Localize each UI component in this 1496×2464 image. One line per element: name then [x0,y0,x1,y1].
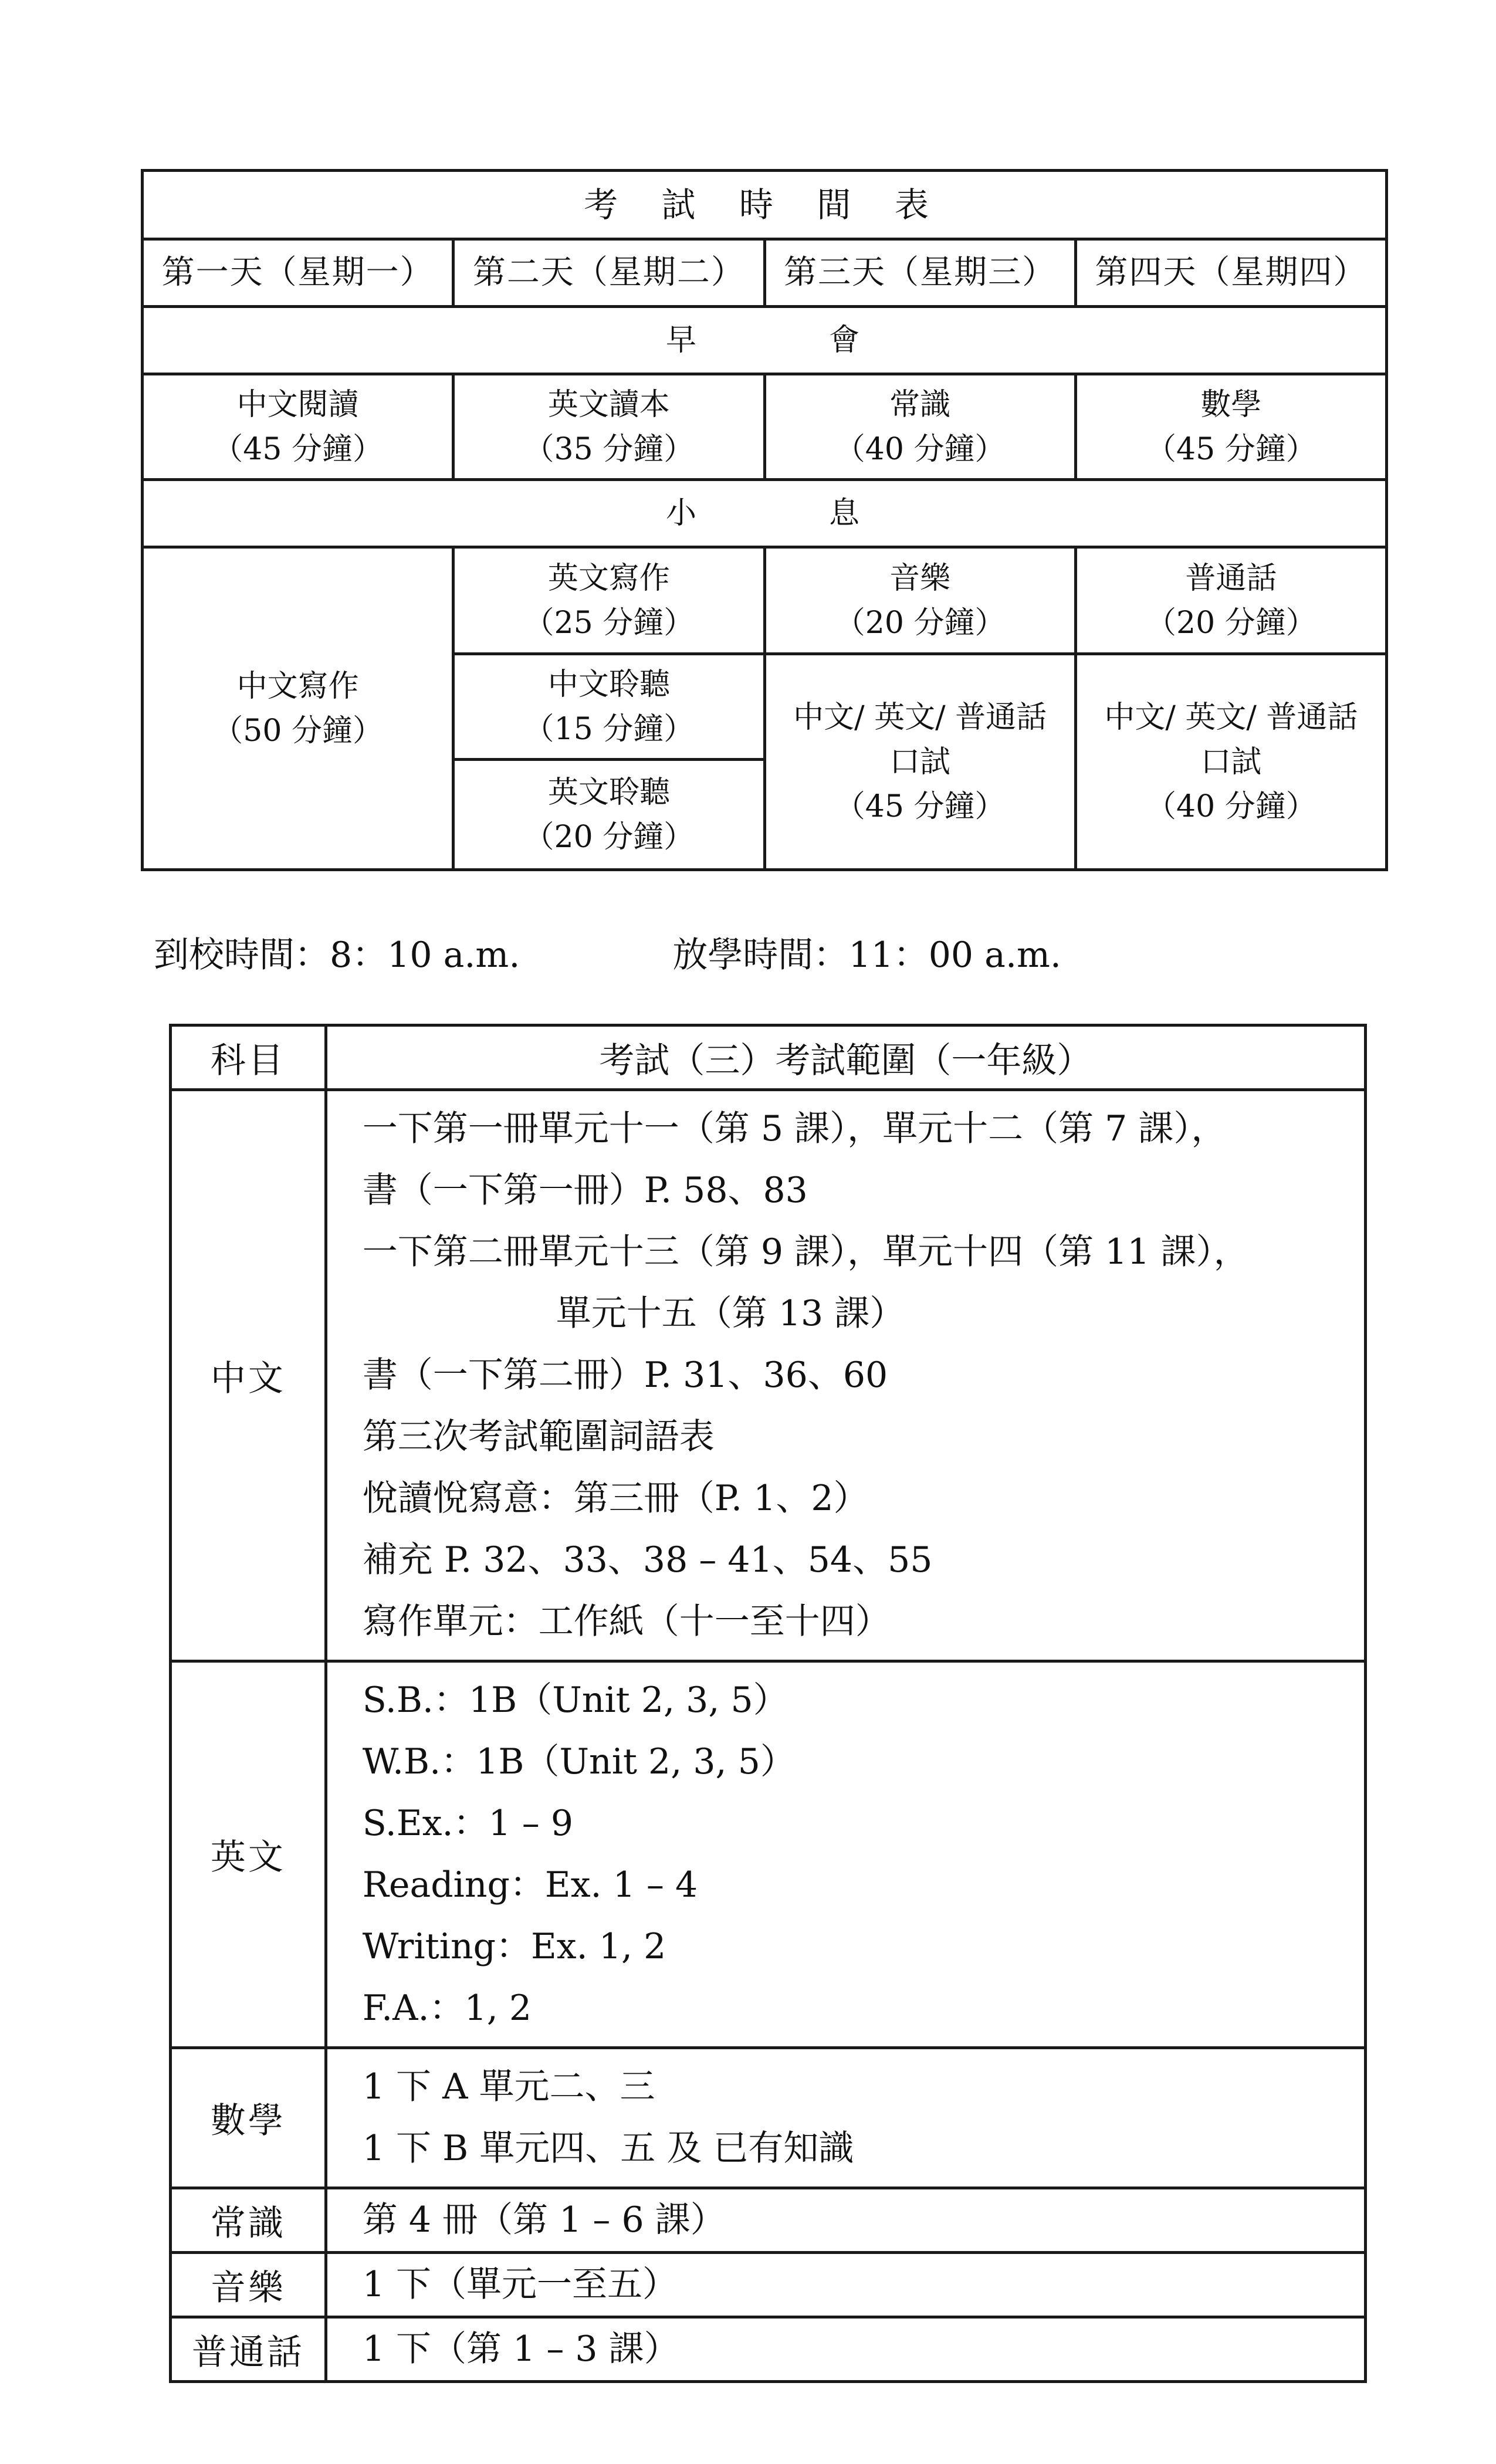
oral-label: 口試 [1200,744,1262,780]
break-label-1: 小 [665,496,700,531]
day-4-oral-exam [1075,654,1386,870]
dismissal-time: 放學時間：11：00 a.m. [672,935,1061,976]
day-2-session-1 [453,374,764,480]
syllabus-subject-music: 音樂 [171,2253,326,2317]
subject-duration: （20 分鐘） [1146,605,1316,641]
syllabus-scope-putonghua [326,2317,1365,2382]
syllabus-subject-math: 數學 [171,2048,326,2188]
syllabus-subject-general-studies: 常識 [171,2188,326,2253]
subject-duration: （20 分鐘） [523,819,695,855]
scope-line: 單元十五（第 13 課） [556,1293,905,1334]
scope-line: S.B.：1B（Unit 2, 3, 5） [362,1680,788,1721]
scope-line: S.Ex.：1 – 9 [362,1803,574,1844]
scope-line: 一下第一冊單元十一（第 5 課），單元十二（第 7 課）， [362,1108,1227,1149]
day-3-oral-exam [764,654,1075,870]
subject-name: 常識 [889,387,951,422]
day-2-header: 第二天（星期二） [453,239,764,307]
syllabus-scope-english [326,1661,1365,2048]
subject-name: 普通話 [1185,560,1277,596]
day-3-session-1 [764,374,1075,480]
subject-duration: （45 分鐘） [834,788,1006,824]
subject-duration: （45 分鐘） [1146,431,1316,467]
scope-line: F.A.：1, 2 [362,1988,532,2029]
subject-name: 英文寫作 [547,560,670,596]
oral-subjects: 中文/ 英文/ 普通話 [793,699,1047,735]
syllabus-header-subject: 科目 [171,1025,326,1090]
syllabus-subject-chinese: 中文 [171,1090,326,1661]
subject-name: 中文閱讀 [236,387,359,422]
day-3-header: 第三天（星期三） [764,239,1075,307]
syllabus-subject-english: 英文 [171,1661,326,2048]
scope-line: Reading：Ex. 1 – 4 [362,1864,698,1905]
oral-label: 口試 [889,744,951,780]
assembly-label-1: 早 [665,323,700,358]
syllabus-scope-music [326,2253,1365,2317]
scope-line: Writing：Ex. 1, 2 [362,1926,666,1967]
syllabus-scope-chinese [326,1090,1365,1661]
assembly-row [143,307,1387,374]
day-1-header: 第一天（星期一） [143,239,453,307]
subject-duration: （45 分鐘） [212,431,383,467]
exam-timetable [141,169,1388,871]
day-3-session-2a [764,547,1075,654]
scope-line: 一下第二冊單元十三（第 9 課），單元十四（第 11 課）， [362,1231,1249,1272]
scope-line: 第三次考試範圍詞語表 [362,1416,715,1457]
subject-duration: （15 分鐘） [523,711,695,747]
scope-line: 補充 P. 32、33、38 – 41、54、55 [362,1539,933,1580]
scope-line: 悅讀悅寫意：第三冊（P. 1、2） [362,1478,869,1519]
scope-line: 1 下（第 1 – 3 課） [362,2328,679,2370]
timetable-title: 考 試 時 間 表 [143,171,1387,239]
break-row [143,480,1387,547]
day-2-session-2a [453,547,764,654]
day-2-session-2c [453,760,764,870]
subject-duration: （25 分鐘） [523,605,695,641]
syllabus-scope-math [326,2048,1365,2188]
scope-line: W.B.：1B（Unit 2, 3, 5） [362,1741,796,1782]
scope-line: 寫作單元：工作紙（十一至十四） [362,1601,891,1642]
school-times [154,927,1061,977]
subject-name: 英文聆聽 [547,774,670,810]
subject-name: 中文寫作 [236,668,359,704]
scope-line: 1 下（單元一至五） [362,2264,678,2305]
syllabus-subject-putonghua: 普通話 [171,2317,326,2382]
exam-syllabus-table [169,1024,1367,2383]
scope-line: 書（一下第一冊）P. 58、83 [362,1170,808,1211]
day-4-session-1 [1075,374,1386,480]
day-1-session-1 [143,374,453,480]
syllabus-header-scope: 考試（三）考試範圍（一年級） [326,1025,1365,1090]
subject-name: 英文讀本 [547,387,670,422]
arrival-time: 到校時間：8：10 a.m. [154,935,520,976]
assembly-label-2: 會 [829,323,864,358]
oral-subjects: 中文/ 英文/ 普通話 [1104,699,1358,735]
subject-duration: （35 分鐘） [523,431,695,467]
scope-line: 1 下 B 單元四、五 及 已有知識 [362,2128,854,2169]
day-4-header: 第四天（星期四） [1075,239,1386,307]
subject-duration: （20 分鐘） [834,605,1006,641]
subject-duration: （40 分鐘） [834,431,1006,467]
subject-duration: （40 分鐘） [1146,788,1316,824]
day-1-session-2 [143,547,453,870]
subject-duration: （50 分鐘） [212,713,383,749]
scope-line: 1 下 A 單元二、三 [362,2066,655,2107]
subject-name: 數學 [1200,387,1262,422]
scope-line: 書（一下第二冊）P. 31、36、60 [362,1355,888,1396]
subject-name: 音樂 [889,560,951,596]
subject-name: 中文聆聽 [547,666,670,702]
day-2-session-2b [453,654,764,760]
scope-line: 第 4 冊（第 1 – 6 課） [362,2199,726,2240]
syllabus-scope-general-studies [326,2188,1365,2253]
day-4-session-2a [1075,547,1386,654]
break-label-2: 息 [829,496,864,531]
